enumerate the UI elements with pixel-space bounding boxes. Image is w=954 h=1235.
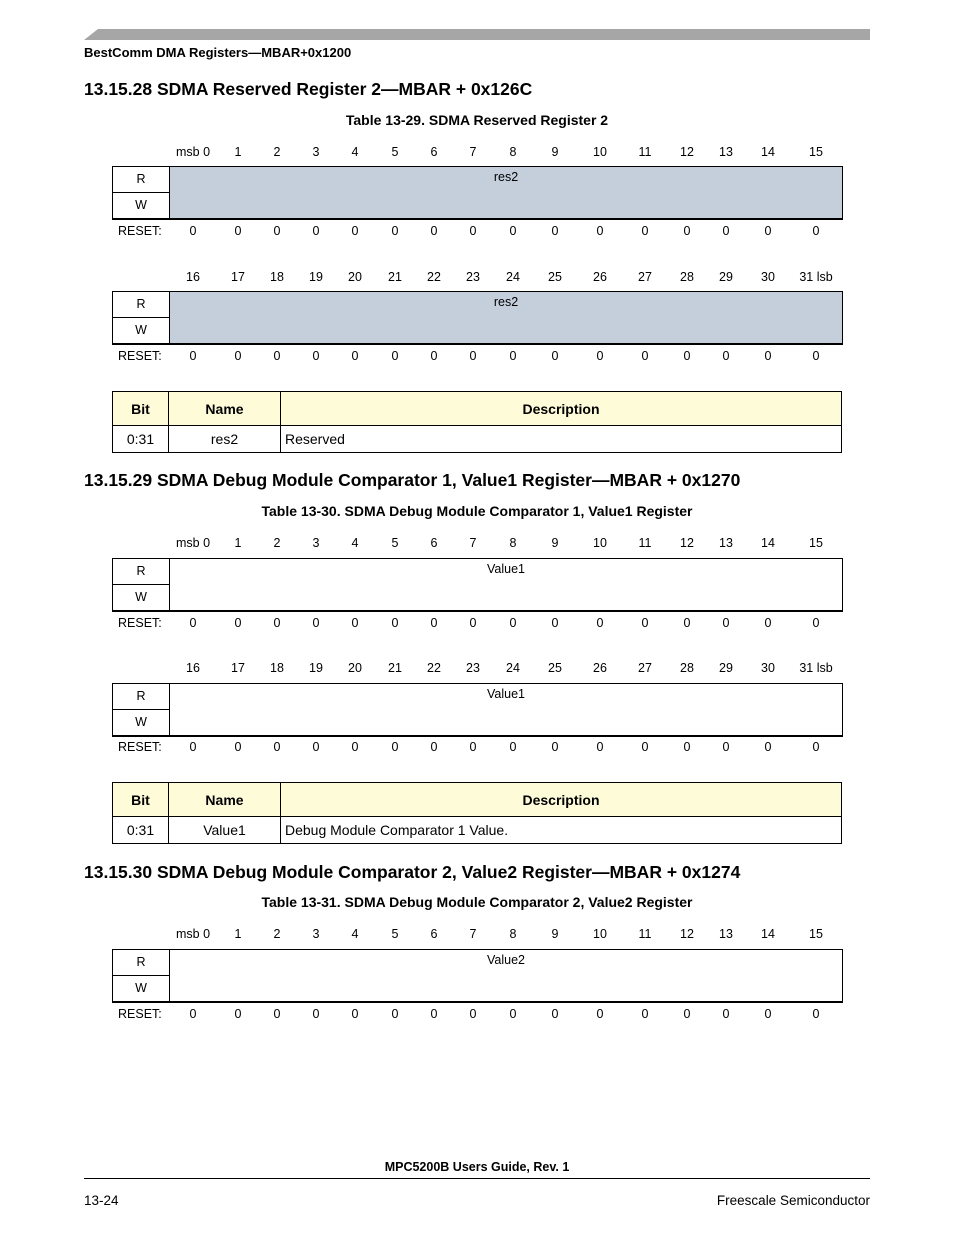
register-row — [112, 949, 843, 1002]
reset-row — [112, 616, 842, 632]
bottom-rule — [112, 610, 843, 612]
reset-value: 0 — [509, 224, 517, 238]
bit-label: 8 — [509, 145, 517, 159]
reset-value: 0 — [551, 349, 559, 363]
reset-value: 0 — [509, 616, 517, 630]
bit-cell: 0:31 — [113, 817, 169, 844]
reset-value: 0 — [683, 224, 691, 238]
reset-value: 0 — [683, 740, 691, 754]
reset-value: 0 — [391, 224, 399, 238]
bit-number-row — [112, 661, 842, 677]
bit-label: 7 — [469, 536, 477, 550]
reset-value: 0 — [312, 1007, 320, 1021]
reset-value: 0 — [469, 349, 477, 363]
bit-label: 5 — [391, 145, 399, 159]
reset-row — [112, 740, 842, 756]
reset-value: 0 — [234, 616, 242, 630]
reset-value: 0 — [722, 616, 730, 630]
bit-label: 11 — [638, 145, 652, 159]
register-row — [112, 558, 843, 611]
bit-label: 6 — [430, 927, 438, 941]
bit-label: 27 — [638, 661, 652, 675]
name-cell: Value1 — [169, 817, 281, 844]
reset-value: 0 — [189, 740, 197, 754]
reset-value: 0 — [351, 740, 359, 754]
reset-value: 0 — [764, 616, 772, 630]
reset-value: 0 — [764, 1007, 772, 1021]
reset-value: 0 — [683, 349, 691, 363]
reset-value: 0 — [551, 224, 559, 238]
bit-label: 9 — [551, 536, 559, 550]
field-name: res2 — [493, 170, 519, 184]
bit-label: 6 — [430, 536, 438, 550]
reset-value: 0 — [764, 349, 772, 363]
bit-label: 17 — [231, 661, 245, 675]
bit-label: 4 — [351, 927, 359, 941]
write-label: W — [135, 715, 147, 729]
bit-label: 26 — [593, 661, 607, 675]
bit-label: 14 — [761, 927, 775, 941]
section-title: 13.15.30 SDMA Debug Module Comparator 2, Value2 Register—MBAR + 0x1274 — [84, 862, 741, 882]
reset-value: 0 — [351, 349, 359, 363]
bit-label: 11 — [638, 927, 652, 941]
bit-label: 13 — [719, 145, 733, 159]
bit-label: 12 — [680, 536, 694, 550]
reset-value: 0 — [469, 740, 477, 754]
reset-label: RESET: — [118, 1007, 162, 1021]
reset-value: 0 — [722, 740, 730, 754]
register-row — [112, 166, 843, 219]
write-label: W — [135, 198, 147, 212]
bottom-rule — [112, 218, 843, 220]
bit-label: 24 — [506, 661, 520, 675]
page-number: 13-24 — [84, 1193, 119, 1208]
reset-row — [112, 1007, 842, 1023]
field-name: Value1 — [487, 687, 525, 701]
reset-value: 0 — [812, 1007, 820, 1021]
bit-label: 3 — [312, 145, 320, 159]
reset-label: RESET: — [118, 740, 162, 754]
bit-label: 18 — [270, 270, 284, 284]
reset-value: 0 — [312, 349, 320, 363]
reset-value: 0 — [596, 740, 604, 754]
read-label: R — [113, 292, 169, 318]
bit-label: msb 0 — [175, 145, 211, 159]
reset-value: 0 — [596, 616, 604, 630]
reset-value: 0 — [596, 224, 604, 238]
reset-value: 0 — [273, 224, 281, 238]
table-title: Table 13-31. SDMA Debug Module Comparator 2, Value2 Register — [261, 894, 693, 910]
reset-value: 0 — [430, 616, 438, 630]
bit-label: 23 — [466, 661, 480, 675]
bit-label: 1 — [234, 145, 242, 159]
bit-label: 15 — [809, 145, 823, 159]
table-title: Table 13-30. SDMA Debug Module Comparator 1, Value1 Register — [261, 503, 693, 519]
read-label: R — [113, 167, 169, 193]
bit-label: 18 — [270, 661, 284, 675]
bit-label: 19 — [309, 661, 323, 675]
reset-value: 0 — [273, 349, 281, 363]
bit-label: 11 — [638, 536, 652, 550]
bit-label: 31 lsb — [799, 661, 833, 675]
register-field — [170, 684, 842, 735]
bit-label: 19 — [309, 270, 323, 284]
bit-label: 23 — [466, 270, 480, 284]
reset-value: 0 — [812, 349, 820, 363]
bit-label: 7 — [469, 927, 477, 941]
footer-rule — [84, 1178, 870, 1179]
bit-label: 22 — [427, 270, 441, 284]
bit-label: 6 — [430, 145, 438, 159]
write-label: W — [135, 590, 147, 604]
bit-label: 16 — [186, 661, 200, 675]
footer-title: MPC5200B Users Guide, Rev. 1 — [384, 1160, 570, 1174]
reset-value: 0 — [551, 1007, 559, 1021]
bit-label: 25 — [548, 270, 562, 284]
reset-value: 0 — [273, 1007, 281, 1021]
reset-label: RESET: — [118, 616, 162, 630]
description-cell: Debug Module Comparator 1 Value. — [281, 817, 842, 844]
reset-value: 0 — [273, 616, 281, 630]
bit-label: 10 — [593, 145, 607, 159]
bit-label: 2 — [273, 927, 281, 941]
bottom-rule — [112, 343, 843, 345]
reset-value: 0 — [234, 349, 242, 363]
bit-label: 15 — [809, 927, 823, 941]
bit-label: 21 — [388, 270, 402, 284]
bit-number-row — [112, 927, 842, 943]
bit-number-row — [112, 270, 842, 286]
reset-value: 0 — [509, 349, 517, 363]
reset-value: 0 — [509, 1007, 517, 1021]
running-head: BestComm DMA Registers—MBAR+0x1200 — [84, 45, 352, 60]
write-label: W — [135, 323, 147, 337]
reset-value: 0 — [551, 740, 559, 754]
bit-label: 9 — [551, 927, 559, 941]
reset-value: 0 — [764, 740, 772, 754]
field-description-table — [112, 391, 842, 453]
bit-label: 28 — [680, 270, 694, 284]
name-cell: res2 — [169, 426, 281, 453]
bit-label: 14 — [761, 536, 775, 550]
reset-value: 0 — [351, 224, 359, 238]
reset-value: 0 — [430, 349, 438, 363]
reset-value: 0 — [234, 224, 242, 238]
reset-value: 0 — [312, 740, 320, 754]
reset-value: 0 — [430, 740, 438, 754]
reset-value: 0 — [722, 224, 730, 238]
bit-label: 17 — [231, 270, 245, 284]
bit-label: 10 — [593, 536, 607, 550]
bit-label: 28 — [680, 661, 694, 675]
bottom-rule — [112, 1001, 843, 1003]
bit-label: 29 — [719, 270, 733, 284]
register-row — [112, 683, 843, 736]
reset-value: 0 — [683, 616, 691, 630]
register-field — [170, 292, 842, 343]
reset-value: 0 — [391, 1007, 399, 1021]
bit-cell: 0:31 — [113, 426, 169, 453]
bottom-rule — [112, 735, 843, 737]
bit-label: msb 0 — [175, 927, 211, 941]
reset-value: 0 — [430, 224, 438, 238]
reset-value: 0 — [596, 1007, 604, 1021]
bit-label: 3 — [312, 536, 320, 550]
bit-label: 5 — [391, 927, 399, 941]
table-row — [113, 817, 842, 844]
reset-value: 0 — [812, 740, 820, 754]
reset-value: 0 — [469, 1007, 477, 1021]
reset-value: 0 — [509, 740, 517, 754]
table-title: Table 13-29. SDMA Reserved Register 2 — [345, 112, 609, 128]
reset-value: 0 — [273, 740, 281, 754]
reset-row — [112, 224, 842, 240]
register-field — [170, 167, 842, 218]
bit-label: 12 — [680, 145, 694, 159]
register-field — [170, 950, 842, 1001]
bit-label: 20 — [348, 661, 362, 675]
reset-value: 0 — [722, 349, 730, 363]
reset-value: 0 — [234, 740, 242, 754]
reset-value: 0 — [312, 224, 320, 238]
reset-label: RESET: — [118, 224, 162, 238]
reset-row — [112, 349, 842, 365]
section-title: 13.15.29 SDMA Debug Module Comparator 1, Value1 Register—MBAR + 0x1270 — [84, 470, 741, 490]
reset-value: 0 — [764, 224, 772, 238]
reset-value: 0 — [812, 616, 820, 630]
read-label: R — [113, 950, 169, 976]
field-name: Value2 — [487, 953, 525, 967]
reset-value: 0 — [351, 616, 359, 630]
register-field — [170, 559, 842, 610]
bit-number-row — [112, 536, 842, 552]
bit-label: 20 — [348, 270, 362, 284]
bit-label: 1 — [234, 536, 242, 550]
column-header: Name — [169, 392, 281, 426]
reset-value: 0 — [641, 1007, 649, 1021]
reset-value: 0 — [551, 616, 559, 630]
bit-label: 22 — [427, 661, 441, 675]
reset-value: 0 — [234, 1007, 242, 1021]
reset-value: 0 — [189, 349, 197, 363]
bit-label: 8 — [509, 927, 517, 941]
field-description-table — [112, 782, 842, 844]
read-label: R — [113, 684, 169, 710]
bit-label: 21 — [388, 661, 402, 675]
bit-label: 2 — [273, 145, 281, 159]
bit-label: msb 0 — [175, 536, 211, 550]
bit-label: 10 — [593, 927, 607, 941]
company-name: Freescale Semiconductor — [716, 1193, 870, 1208]
bit-label: 13 — [719, 927, 733, 941]
reset-value: 0 — [430, 1007, 438, 1021]
reset-value: 0 — [189, 1007, 197, 1021]
bit-label: 13 — [719, 536, 733, 550]
reset-value: 0 — [351, 1007, 359, 1021]
description-cell: Reserved — [281, 426, 842, 453]
table-row — [113, 426, 842, 453]
reset-value: 0 — [812, 224, 820, 238]
bit-label: 26 — [593, 270, 607, 284]
column-header: Description — [281, 783, 842, 817]
bit-label: 24 — [506, 270, 520, 284]
bit-number-row — [112, 145, 842, 161]
column-header: Bit — [113, 392, 169, 426]
bit-label: 2 — [273, 536, 281, 550]
bit-label: 31 lsb — [799, 270, 833, 284]
bit-label: 1 — [234, 927, 242, 941]
reset-label: RESET: — [118, 349, 162, 363]
bit-label: 5 — [391, 536, 399, 550]
reset-value: 0 — [391, 616, 399, 630]
column-header: Bit — [113, 783, 169, 817]
reset-value: 0 — [641, 349, 649, 363]
register-row — [112, 291, 843, 344]
bit-label: 15 — [809, 536, 823, 550]
reset-value: 0 — [722, 1007, 730, 1021]
field-name: Value1 — [487, 562, 525, 576]
field-name: res2 — [493, 295, 519, 309]
reset-value: 0 — [641, 616, 649, 630]
bit-label: 14 — [761, 145, 775, 159]
read-label: R — [113, 559, 169, 585]
bit-label: 7 — [469, 145, 477, 159]
column-header: Description — [281, 392, 842, 426]
header-bar — [84, 29, 870, 40]
bit-label: 8 — [509, 536, 517, 550]
bit-label: 3 — [312, 927, 320, 941]
bit-label: 12 — [680, 927, 694, 941]
reset-value: 0 — [189, 224, 197, 238]
bit-label: 25 — [548, 661, 562, 675]
bit-label: 30 — [761, 270, 775, 284]
bit-label: 4 — [351, 145, 359, 159]
reset-value: 0 — [189, 616, 197, 630]
reset-value: 0 — [596, 349, 604, 363]
bit-label: 29 — [719, 661, 733, 675]
reset-value: 0 — [641, 740, 649, 754]
reset-value: 0 — [312, 616, 320, 630]
reset-value: 0 — [683, 1007, 691, 1021]
bit-label: 9 — [551, 145, 559, 159]
write-label: W — [135, 981, 147, 995]
reset-value: 0 — [391, 740, 399, 754]
column-header: Name — [169, 783, 281, 817]
reset-value: 0 — [391, 349, 399, 363]
bit-label: 4 — [351, 536, 359, 550]
section-title: 13.15.28 SDMA Reserved Register 2—MBAR + 0x126C — [84, 79, 533, 99]
reset-value: 0 — [469, 224, 477, 238]
reset-value: 0 — [469, 616, 477, 630]
reset-value: 0 — [641, 224, 649, 238]
bit-label: 27 — [638, 270, 652, 284]
bit-label: 16 — [186, 270, 200, 284]
bit-label: 30 — [761, 661, 775, 675]
